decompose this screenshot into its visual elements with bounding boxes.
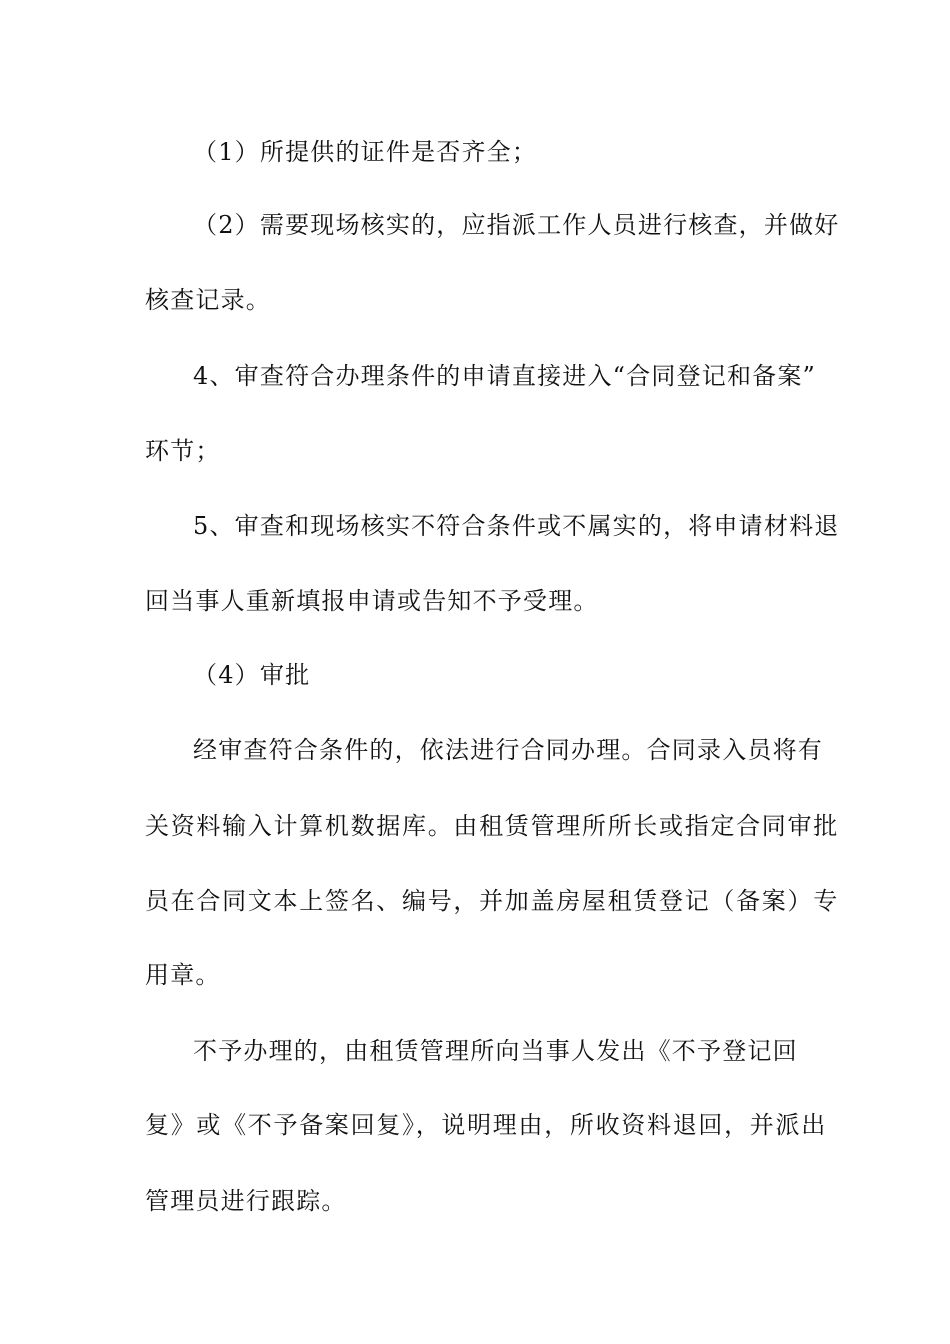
text-line-7: 回当事人重新填报申请或告知不予受理。 [145, 587, 599, 615]
text-line-13: 不予办理的，由租赁管理所向当事人发出《不予登记回 [193, 1037, 798, 1065]
text-line-5: 环节； [145, 437, 221, 465]
text-line-10: 关资料输入计算机数据库。由租赁管理所所长或指定合同审批 [145, 812, 839, 840]
text-line-15: 管理员进行跟踪。 [145, 1187, 347, 1215]
text-line-14: 复》或《不予备案回复》，说明理由，所收资料退回，并派出 [145, 1111, 827, 1139]
text-line-1: （1）所提供的证件是否齐全； [193, 138, 538, 166]
text-line-3: 核查记录。 [145, 286, 271, 314]
text-line-6: 5、审查和现场核实不符合条件或不属实的，将申请材料退 [193, 512, 840, 540]
text-line-2: （2）需要现场核实的，应指派工作人员进行核查，并做好 [193, 211, 840, 239]
text-line-12: 用章。 [145, 961, 221, 989]
section-heading-approval: （4）审批 [193, 661, 311, 689]
text-line-9: 经审查符合条件的，依法进行合同办理。合同录入员将有 [193, 736, 823, 764]
text-line-4: 4、审查符合办理条件的申请直接进入“合同登记和备案” [193, 362, 817, 390]
text-line-11: 员在合同文本上签名、编号，并加盖房屋租赁登记（备案）专 [145, 887, 839, 915]
